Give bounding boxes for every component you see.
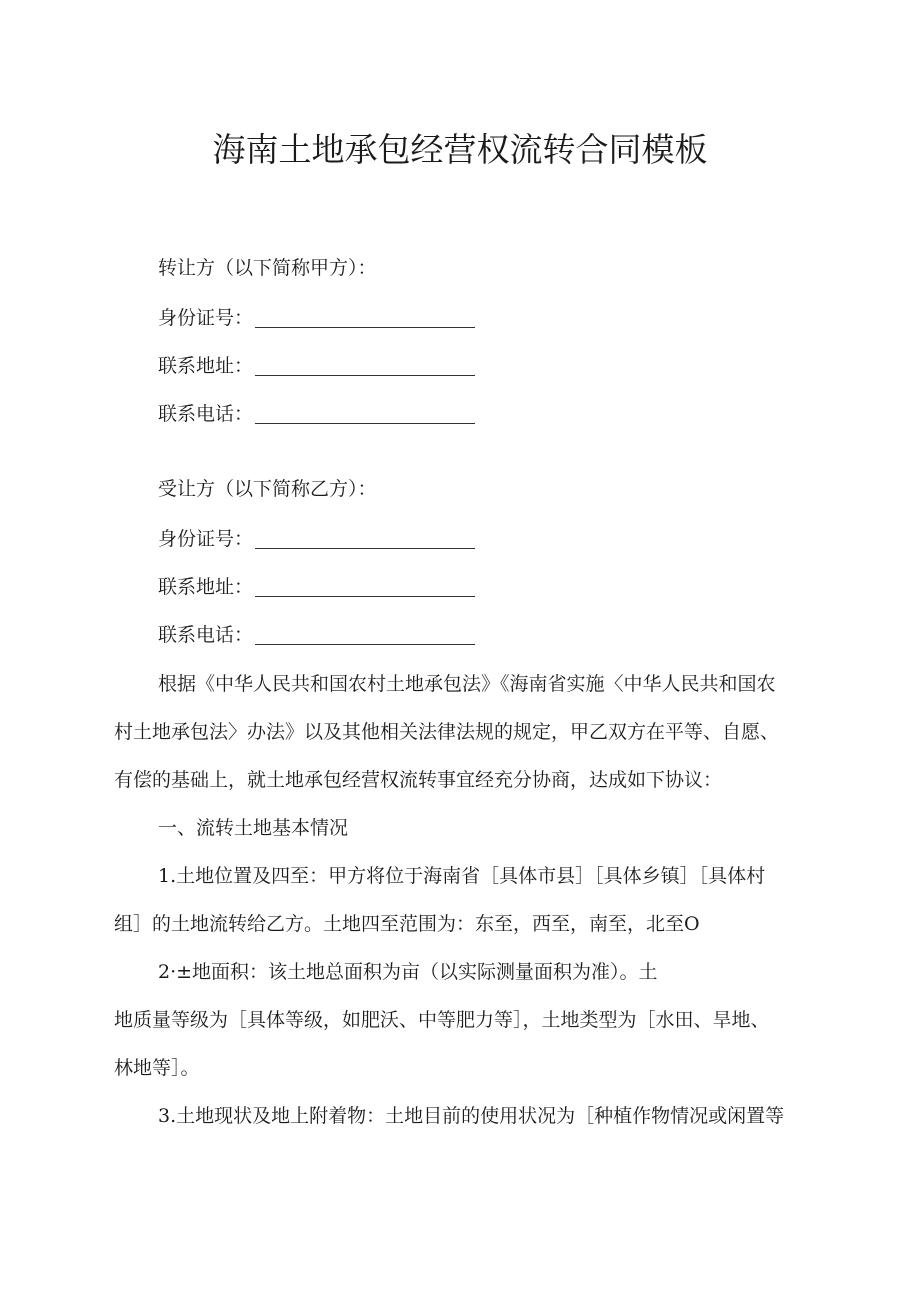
party-b-phone-row [158,623,475,647]
party-b-id-blank [255,528,475,549]
party-a-address-label: 联系地址： [158,355,254,377]
party-b-address-blank [255,576,475,597]
party-b-id-label: 身份证号： [158,528,254,550]
party-b-phone-blank [255,624,475,645]
intro-line-1: 根据《中华人民共和国农村土地承包法》《海南省实施〈中华人民共和国农 [158,673,776,695]
party-a-id-label: 身份证号： [158,307,254,329]
item-1-line-1: 1.土地位置及四至：甲方将位于海南省［具体市县］［具体乡镇］［具体村 [158,865,766,887]
party-b-phone-label: 联系电话： [158,624,254,646]
party-b-heading: 受让方（以下简称乙方）： [158,478,377,500]
intro-line-2: 村土地承包法〉办法》以及其他相关法律法规的规定，甲乙双方在平等、自愿、 [114,721,780,743]
item-1-line-2: 组］的土地流转给乙方。土地四至范围为：东至，西至，南至，北至O [114,913,700,935]
party-a-id-blank [255,307,475,328]
document-body [114,660,814,1140]
party-a-address-row [158,354,475,378]
item-2-line-1: 2·±地面积：该土地总面积为亩（以实际测量面积为准）。土 [158,961,658,983]
party-a-phone-row [158,402,475,426]
party-a-phone-blank [255,403,475,424]
document-title: 海南土地承包经营权流转合同模板 [212,130,708,169]
item-3-line-1: 3.土地现状及地上附着物：土地目前的使用状况为［种植作物情况或闲置等 [158,1105,785,1127]
party-a-address-blank [255,355,475,376]
party-a-heading: 转让方（以下简称甲方）： [158,257,377,279]
item-2-line-2: 地质量等级为［具体等级，如肥沃、中等肥力等］，土地类型为［水田、旱地、 [114,1009,770,1031]
party-b-address-row [158,575,475,599]
item-2-line-3: 林地等］。 [114,1057,200,1079]
section-1-heading: 一、流转土地基本情况 [158,817,349,839]
party-a-phone-label: 联系电话： [158,403,254,425]
party-a-id-row [158,306,475,330]
party-b-id-row [158,527,475,551]
party-b-address-label: 联系地址： [158,576,254,598]
intro-line-3: 有偿的基础上，就土地承包经营权流转事宜经充分协商，达成如下协议： [114,769,723,791]
